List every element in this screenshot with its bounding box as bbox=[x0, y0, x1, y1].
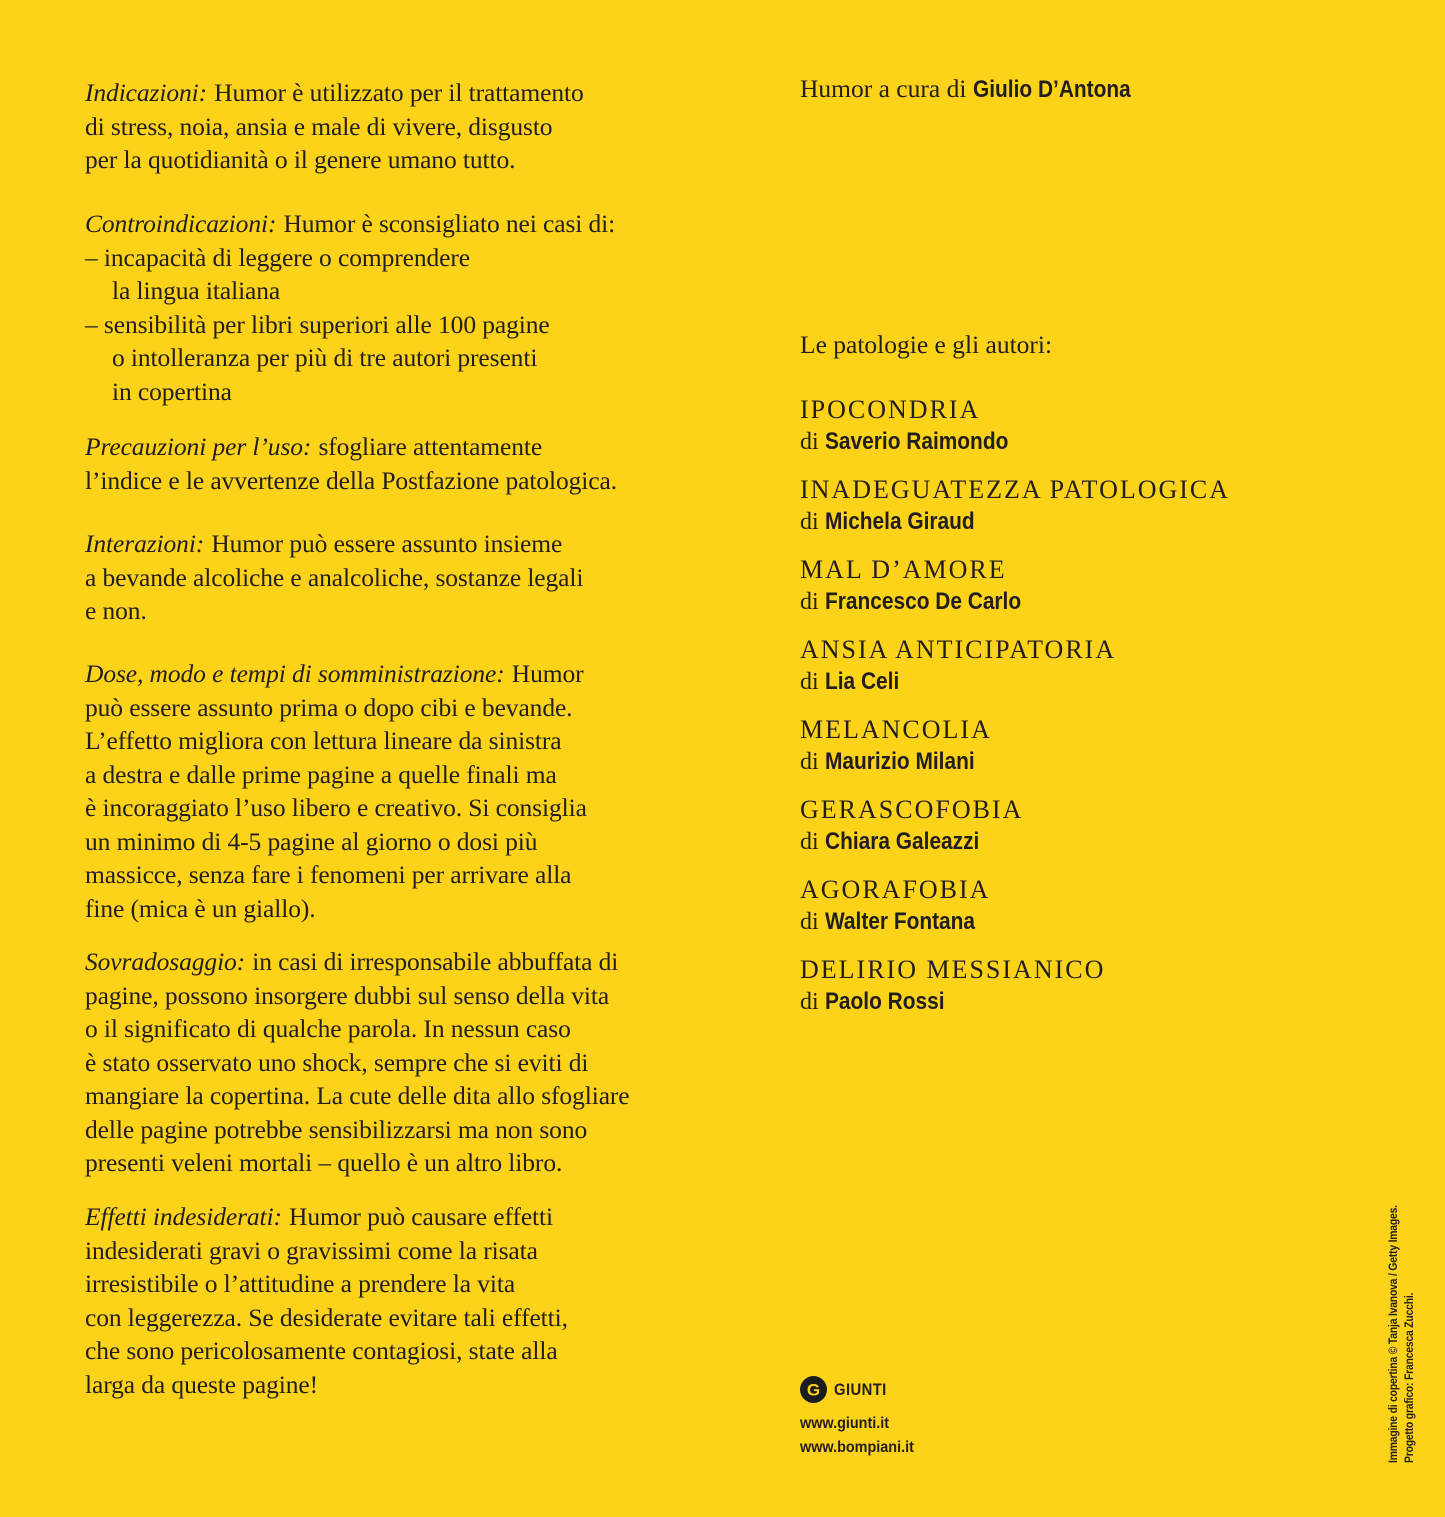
section-dose bbox=[85, 657, 587, 925]
text-line: delle pagine potrebbe sensibilizzarsi ma non sono bbox=[85, 1114, 588, 1144]
text-line: fine (mica è un giallo). bbox=[85, 893, 316, 923]
text-line: la lingua italiana bbox=[112, 276, 281, 305]
section-text: Humor può essere assunto insieme bbox=[211, 529, 563, 558]
url-giunti: www.giunti.it bbox=[800, 1415, 890, 1432]
text-line: che sono pericolosamente contagiosi, state alla bbox=[85, 1336, 558, 1365]
section-sovradosaggio bbox=[85, 945, 630, 1180]
section-text: Humor è sconsigliato nei casi di: bbox=[283, 209, 616, 238]
pathology-item-ipocondria bbox=[800, 395, 1035, 456]
credit-line-design: Progetto grafico: Francesca Zucchi. bbox=[1404, 1292, 1416, 1463]
section-lead: Sovradosaggio: bbox=[85, 947, 246, 976]
pathology-title: MAL D’AMORE bbox=[800, 555, 1007, 584]
text-line: un minimo di 4-5 pagine al giorno o dosi più bbox=[85, 826, 538, 856]
text-line: o intolleranza per più di tre autori presenti bbox=[112, 343, 538, 372]
author-prefix: di bbox=[800, 989, 819, 1015]
pathology-item-mal-damore bbox=[800, 555, 1050, 616]
section-lead: Indicazioni: bbox=[85, 78, 208, 107]
publisher-urls bbox=[800, 1412, 927, 1460]
text-line bbox=[85, 76, 584, 110]
svg-text:G: G bbox=[806, 1380, 821, 1400]
edition-header bbox=[800, 74, 1154, 104]
text-line bbox=[85, 1200, 568, 1234]
author-name: Francesco De Carlo bbox=[824, 588, 1021, 615]
pathology-title: MELANCOLIA bbox=[800, 715, 992, 744]
section-text: in casi di irresponsabile abbuffata di bbox=[252, 947, 619, 976]
text-line bbox=[85, 945, 630, 979]
pathology-title: GERASCOFOBIA bbox=[800, 795, 1024, 824]
author-prefix: di bbox=[800, 669, 819, 695]
pathology-title: DELIRIO MESSIANICO bbox=[800, 955, 1106, 984]
pathology-item-melancolia bbox=[800, 715, 997, 776]
section-lead: Effetti indesiderati: bbox=[85, 1202, 282, 1231]
section-text: Humor bbox=[511, 659, 584, 688]
author-prefix: di bbox=[800, 429, 819, 455]
author-prefix: di bbox=[800, 589, 819, 615]
section-indicazioni bbox=[85, 76, 584, 177]
section-interazioni bbox=[85, 527, 583, 628]
publisher-logo-row bbox=[800, 1376, 927, 1403]
text-line: in copertina bbox=[112, 376, 232, 406]
text-line bbox=[85, 430, 617, 464]
text-line bbox=[85, 527, 583, 561]
pathology-title: IPOCONDRIA bbox=[800, 395, 981, 424]
section-lead: Interazioni: bbox=[85, 529, 205, 558]
pathologies-list-title: Le patologie e gli autori: bbox=[800, 330, 1053, 359]
author-name: Saverio Raimondo bbox=[824, 428, 1008, 455]
text-line: irresistibile o l’attitudine a prendere la vita bbox=[85, 1269, 516, 1298]
section-text: Humor è utilizzato per il trattamento bbox=[214, 78, 584, 107]
text-line: e non. bbox=[85, 596, 147, 625]
author-name: Maurizio Milani bbox=[824, 748, 975, 775]
text-line: per la quotidianità o il genere umano tutto. bbox=[85, 145, 516, 174]
section-text: sfogliare attentamente bbox=[318, 432, 543, 461]
pathology-author bbox=[800, 748, 997, 776]
pathology-item-delirio bbox=[800, 955, 1105, 1016]
pathology-author bbox=[800, 908, 997, 936]
publisher-block bbox=[800, 1376, 927, 1460]
section-lead: Precauzioni per l’uso: bbox=[85, 432, 312, 461]
pathology-author bbox=[800, 988, 1105, 1016]
text-line: è incoraggiato l’uso libero e creativo. Si consiglia bbox=[85, 793, 587, 822]
text-line: a destra e dalle prime pagine a quelle finali ma bbox=[85, 759, 557, 789]
url-bompiani: www.bompiani.it bbox=[800, 1439, 914, 1456]
pathology-title: AGORAFOBIA bbox=[800, 875, 991, 904]
section-text: Humor può causare effetti bbox=[289, 1202, 554, 1231]
author-prefix: di bbox=[800, 909, 819, 935]
author-name: Lia Celi bbox=[824, 668, 899, 695]
pathology-item-agorafobia bbox=[800, 875, 997, 936]
section-precauzioni bbox=[85, 430, 617, 497]
text-line: indesiderati gravi o gravissimi come la risata bbox=[85, 1235, 538, 1265]
text-line: è stato osservato uno shock, sempre che si eviti di bbox=[85, 1047, 589, 1077]
author-prefix: di bbox=[800, 749, 819, 775]
text-line: – sensibilità per libri superiori alle 100 pagine bbox=[85, 309, 550, 339]
author-prefix: di bbox=[800, 829, 819, 855]
author-name: Michela Giraud bbox=[824, 508, 975, 535]
pathology-title: INADEGUATEZZA PATOLOGICA bbox=[800, 475, 1231, 504]
text-line: di stress, noia, ansia e male di vivere, disgusto bbox=[85, 111, 553, 141]
author-name: Chiara Galeazzi bbox=[824, 828, 980, 855]
text-line: – incapacità di leggere o comprendere bbox=[85, 242, 470, 272]
author-name: Walter Fontana bbox=[824, 908, 975, 935]
pathology-author bbox=[800, 828, 1023, 856]
section-controindicazioni bbox=[85, 207, 615, 408]
pathology-author bbox=[800, 668, 1116, 696]
author-name: Paolo Rossi bbox=[824, 988, 945, 1015]
section-lead: Controindicazioni: bbox=[85, 209, 277, 238]
photo-credits bbox=[1386, 1205, 1418, 1463]
edition-title: Humor a cura di bbox=[800, 74, 967, 103]
pathology-author bbox=[800, 508, 1230, 536]
text-line: o il significato di qualche parola. In nessun caso bbox=[85, 1014, 571, 1043]
text-line: può essere assunto prima o dopo cibi e bevande. bbox=[85, 692, 573, 722]
pathology-item-inadeguatezza bbox=[800, 475, 1230, 536]
curator-name: Giulio D’Antona bbox=[972, 76, 1131, 103]
section-lead: Dose, modo e tempi di somministrazione: bbox=[85, 659, 505, 688]
text-line: L’effetto migliora con lettura lineare da sinistra bbox=[85, 726, 562, 755]
pathology-author bbox=[800, 428, 1035, 456]
text-line: pagine, possono insorgere dubbi sul senso della vita bbox=[85, 980, 610, 1010]
text-line: a bevande alcoliche e analcoliche, sostanze legali bbox=[85, 562, 584, 592]
publisher-name: GIUNTI bbox=[834, 1379, 887, 1399]
pathology-author bbox=[800, 588, 1050, 616]
pathology-item-ansia bbox=[800, 635, 1116, 696]
text-line bbox=[85, 657, 587, 691]
giunti-logo-icon bbox=[800, 1376, 827, 1403]
credit-line-image: Immagine di copertina © Tanja Ivanova / Getty Images. bbox=[1388, 1205, 1400, 1463]
author-prefix: di bbox=[800, 509, 819, 535]
text-line: con leggerezza. Se desiderate evitare tali effetti, bbox=[85, 1302, 568, 1332]
text-line: mangiare la copertina. La cute delle dita allo sfogliare bbox=[85, 1081, 630, 1110]
text-line bbox=[85, 207, 615, 241]
pathology-title: ANSIA ANTICIPATORIA bbox=[800, 635, 1117, 664]
text-line: massicce, senza fare i fenomeni per arrivare alla bbox=[85, 860, 572, 889]
pathology-item-gerascofobia bbox=[800, 795, 1023, 856]
section-effetti-indesiderati bbox=[85, 1200, 568, 1401]
text-line: l’indice e le avvertenze della Postfazione patologica. bbox=[85, 465, 617, 495]
text-line: presenti veleni mortali – quello è un altro libro. bbox=[85, 1148, 563, 1177]
text-line: larga da queste pagine! bbox=[85, 1369, 319, 1399]
